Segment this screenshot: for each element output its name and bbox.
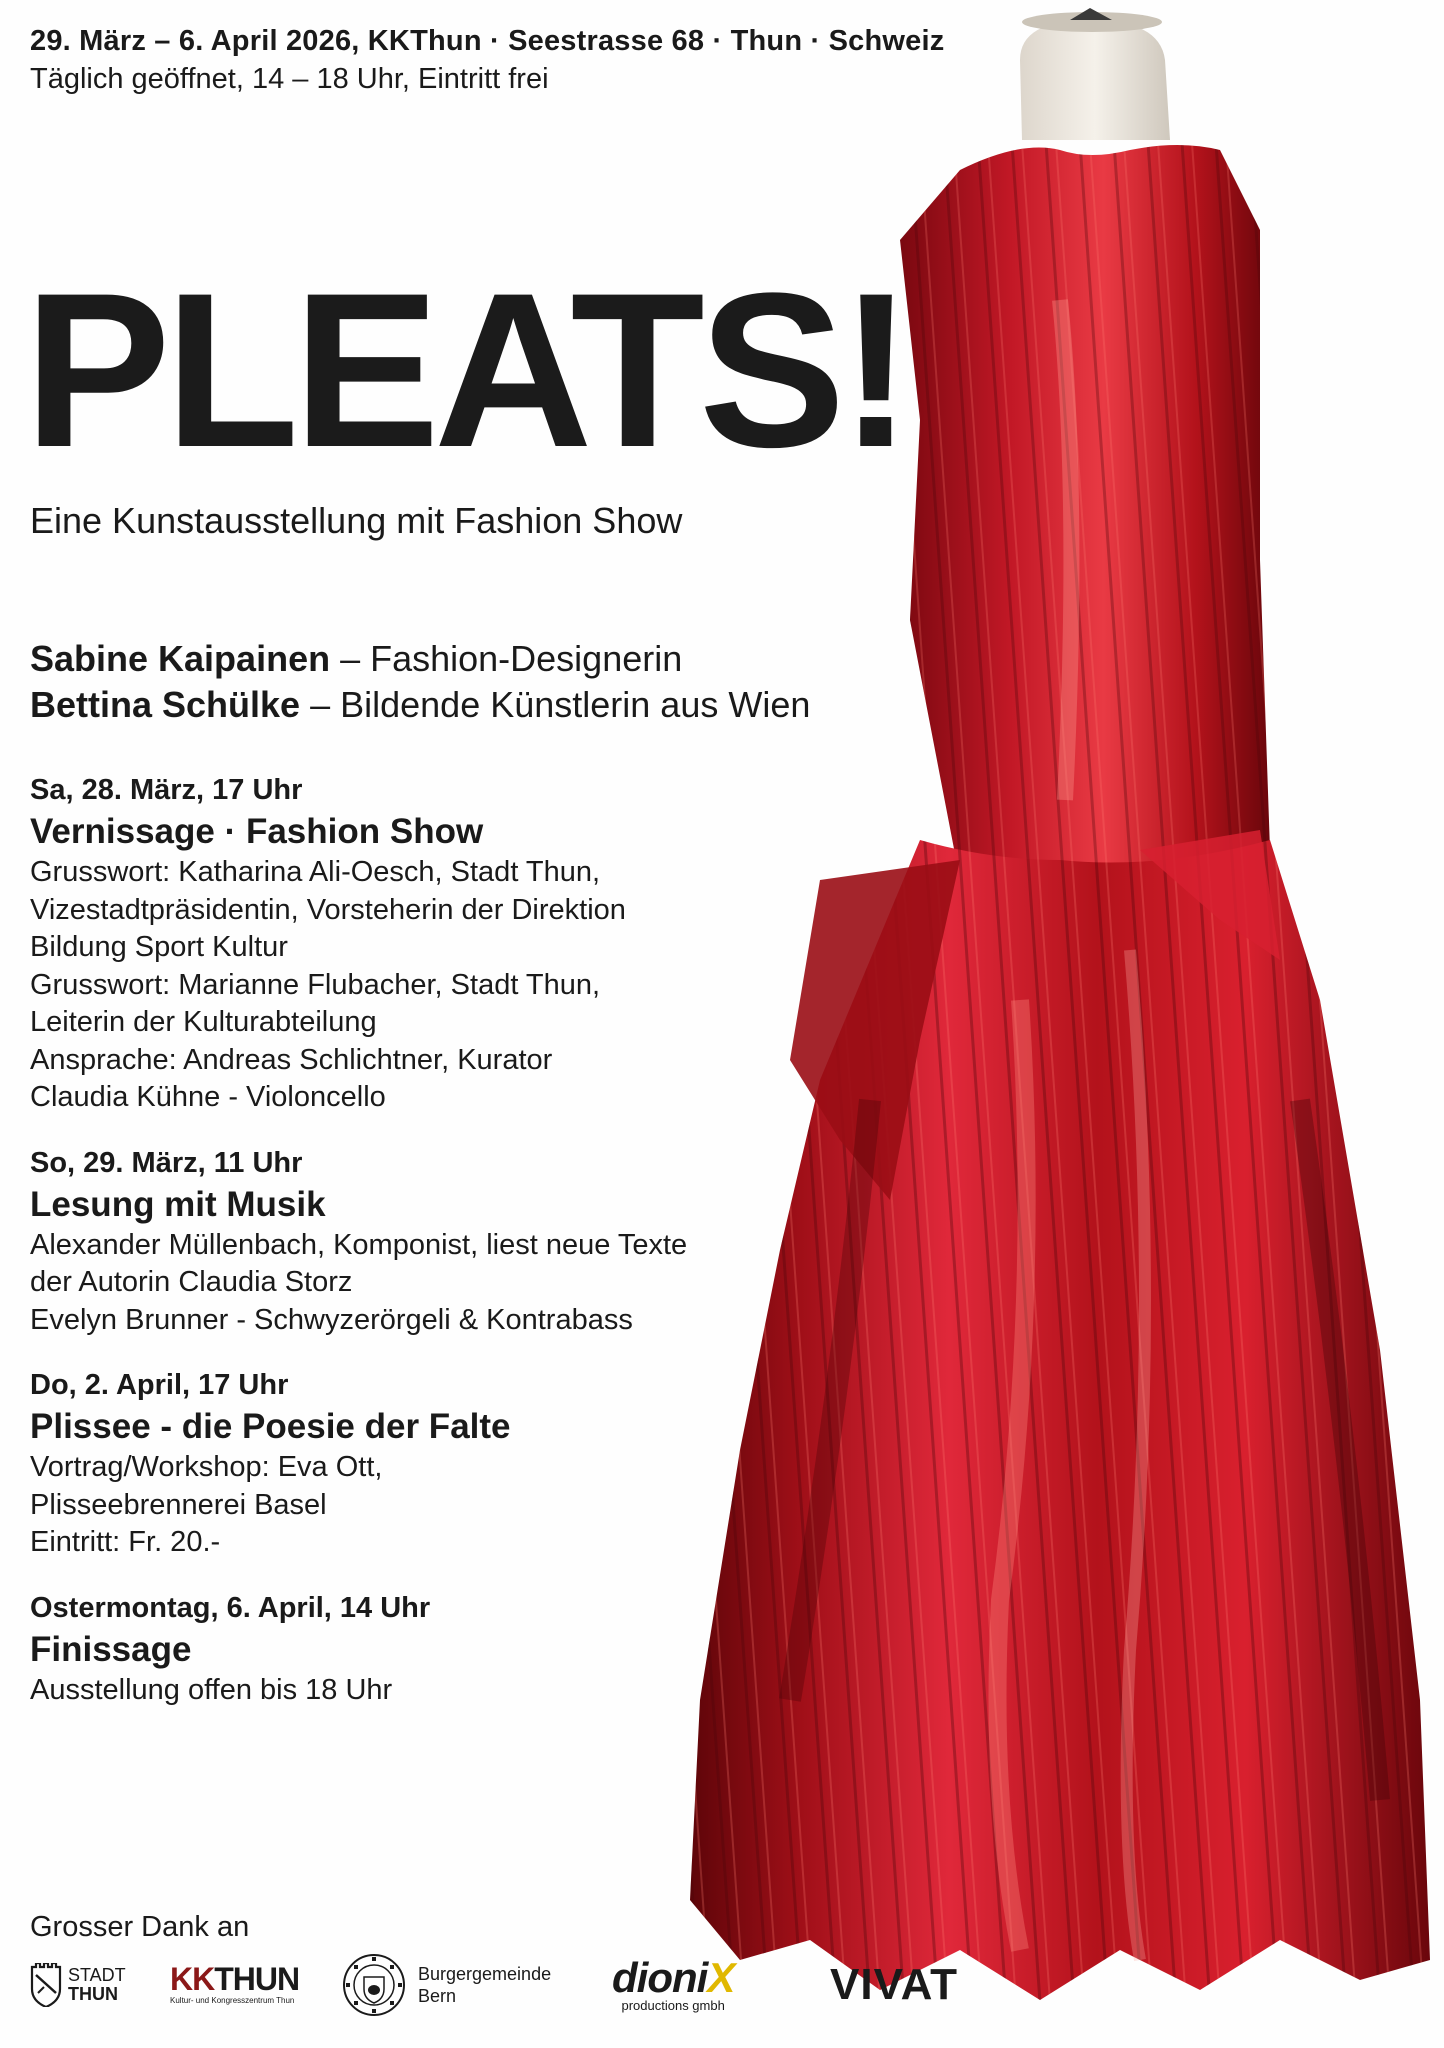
burgergemeinde-logo [342,1950,551,2020]
event-detail: Grusswort: Marianne Flubacher, Stadt Thun, [30,968,601,1001]
events-list [30,770,830,1735]
kkthun-logo [170,1950,299,2020]
mannequin-neck [1020,20,1170,140]
event-finissage [30,1588,830,1710]
event-plissee [30,1365,830,1562]
vivat-logo [830,1950,958,2020]
event-detail: Alexander Müllenbach, Komponist, liest neue Texte [30,1228,688,1261]
event-detail: Eintritt: Fr. 20.- [30,1526,221,1558]
artist-row [30,636,810,682]
dionix-main: dioni [612,1954,708,2001]
event-detail: Plisseebrennerei Basel [30,1488,327,1521]
kk-subtitle: Kultur- und Kongresszentrum Thun [170,1996,295,2005]
event-lesung [30,1143,830,1340]
event-detail: Grusswort: Katharina Ali-Oesch, Stadt Thun, [30,856,601,888]
dionix-x: X [707,1954,735,2001]
event-title: Lesung mit Musik [30,1184,326,1224]
dionix-subtitle: productions gmbh [621,1998,725,2013]
exhibition-title: PLEATS! [24,247,907,493]
burger-line1: Burgergemeinde [418,1964,552,1984]
sponsor-logos [30,1950,1030,2020]
artist-name: Bettina Schülke [30,684,301,725]
thun-label: THUN [68,1984,118,2004]
event-detail: Evelyn Brunner - Schwyzerörgeli & Kontrabass [30,1303,633,1336]
event-date: Ostermontag, 6. April, 14 Uhr [30,1591,431,1624]
burger-line2: Bern [418,1986,457,2006]
event-vernissage [30,770,830,1117]
artist-role: – Fashion-Designerin [330,638,683,679]
event-title: Plissee - die Poesie der Falte [30,1407,511,1446]
event-date: So, 29. März, 11 Uhr [30,1146,303,1179]
artists-list [30,636,810,728]
event-detail: Claudia Kühne - Violoncello [30,1081,386,1113]
event-detail: Bildung Sport Kultur [30,931,288,963]
artist-name: Sabine Kaipainen [30,638,331,679]
stadt-thun-logo [30,1950,126,2020]
dionix-logo [612,1950,734,2020]
event-detail: Vizestadtpräsidentin, Vorsteherin der Direktion [30,893,626,926]
artist-role: – Bildende Künstlerin aus Wien [300,684,811,725]
exhibition-subtitle: Eine Kunstausstellung mit Fashion Show [30,500,683,541]
kk-main: THUN [214,1961,300,1997]
header-dates-location: 29. März – 6. April 2026, KKThun · Seestrasse 68 · Thun · Schweiz [30,25,945,57]
kk-prefix: KK [170,1961,215,1997]
artist-row [30,682,810,728]
event-detail: der Autorin Claudia Storz [30,1266,353,1298]
event-date: Do, 2. April, 17 Uhr [30,1369,289,1401]
thanks-heading: Grosser Dank an [30,1911,250,1943]
thun-crest-icon [30,1963,62,2007]
stadt-label: STADT [68,1965,126,1985]
event-detail: Ausstellung offen bis 18 Uhr [30,1673,393,1706]
event-title: Finissage [30,1629,192,1669]
burgergemeinde-seal-icon [342,1953,406,2017]
event-detail: Leiterin der Kulturabteilung [30,1006,377,1038]
header-opening-hours: Täglich geöffnet, 14 – 18 Uhr, Eintritt frei [30,63,549,95]
event-detail: Ansprache: Andreas Schlichtner, Kurator [30,1043,553,1076]
event-title: Vernissage · Fashion Show [30,812,484,851]
vivat-label: VIVAT [830,1960,959,2009]
event-date: Sa, 28. März, 17 Uhr [30,774,303,806]
event-detail: Vortrag/Workshop: Eva Ott, [30,1451,383,1483]
